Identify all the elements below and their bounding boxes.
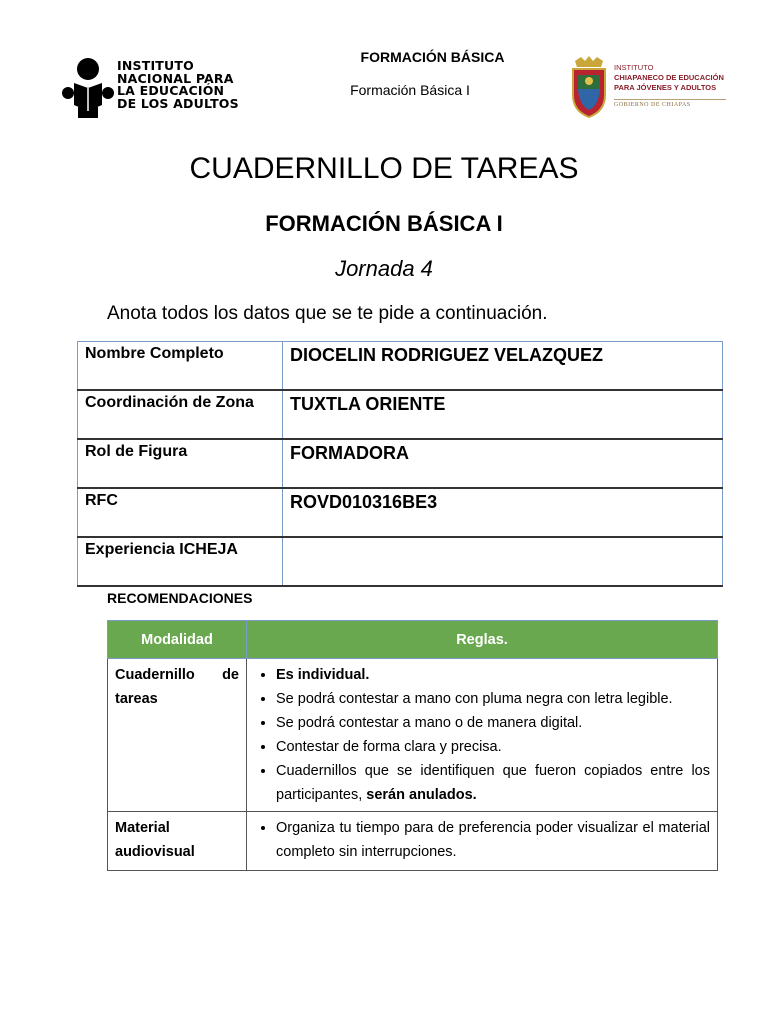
table-row	[78, 488, 723, 537]
list-item: • Se podrá contestar a mano o de manera digital.	[276, 711, 710, 735]
field-label: Coordinación de Zona	[78, 390, 283, 439]
rules-list	[254, 816, 710, 864]
list-item: • Cuadernillos que se identifiquen que fueron copiados entre los participantes, serán anulados.	[276, 759, 710, 807]
recommendations-heading: RECOMENDACIONES	[107, 590, 253, 606]
field-label: Rol de Figura	[78, 439, 283, 488]
instruction-text: Anota todos los datos que se te pide a continuación.	[107, 303, 548, 324]
rules-cell	[247, 812, 718, 871]
page-title: CUADERNILLO DE TAREAS	[189, 152, 579, 185]
field-label: Nombre Completo	[78, 342, 283, 391]
list-item: • Contestar de forma clara y precisa.	[276, 735, 710, 759]
column-header: Reglas.	[247, 621, 718, 659]
modalidad-label: tareas	[115, 691, 158, 707]
field-label: RFC	[78, 488, 283, 537]
name-field[interactable]: DIOCELIN RODRIGUEZ VELAZQUEZ	[283, 342, 723, 391]
rules-list	[254, 663, 710, 807]
table-row	[78, 537, 723, 586]
column-header: Modalidad	[108, 621, 247, 659]
header-subtitle: Formación Básica I	[350, 82, 470, 98]
header-title: FORMACIÓN BÁSICA	[360, 49, 505, 65]
table-row	[78, 390, 723, 439]
role-field[interactable]: FORMADORA	[283, 439, 723, 488]
recommendations-table	[107, 620, 718, 871]
gobierno-label: GOBIERNO DE CHIAPAS	[614, 102, 691, 108]
modalidad-cell	[108, 659, 247, 812]
participant-data-table	[77, 341, 723, 587]
modalidad-label: Material	[115, 820, 170, 836]
table-row	[108, 812, 718, 871]
list-item: • Se podrá contestar a mano con pluma negra con letra legible.	[276, 687, 710, 711]
modalidad-cell	[108, 812, 247, 871]
table-row	[108, 659, 718, 812]
divider	[614, 99, 726, 100]
table-row	[78, 342, 723, 391]
jornada-label: Jornada 4	[335, 256, 433, 281]
zone-field[interactable]: TUXTLA ORIENTE	[283, 390, 723, 439]
rfc-field[interactable]: ROVD010316BE3	[283, 488, 723, 537]
rules-cell	[247, 659, 718, 812]
field-label: Experiencia ICHEJA	[78, 537, 283, 586]
table-header-row	[108, 621, 718, 659]
modalidad-label: audiovisual	[115, 844, 195, 860]
experience-field[interactable]	[283, 537, 723, 586]
chiapas-coat-of-arms-icon	[569, 55, 609, 119]
inea-logo-text: INSTITUTO NACIONAL PARA LA EDUCACIÓN DE LOS ADULTOS	[117, 58, 239, 111]
modalidad-label: Cuadernillo de	[115, 667, 239, 683]
page-subtitle: FORMACIÓN BÁSICA I	[265, 211, 503, 236]
list-item: • Es individual.	[276, 663, 710, 687]
list-item: • Organiza tu tiempo para de preferencia poder visualizar el material completo sin interrupciones.	[276, 816, 710, 864]
icheja-logo-text: INSTITUTO CHIAPANECO DE EDUCACIÓN PARA JÓVENES Y ADULTOS	[614, 63, 724, 92]
table-row	[78, 439, 723, 488]
